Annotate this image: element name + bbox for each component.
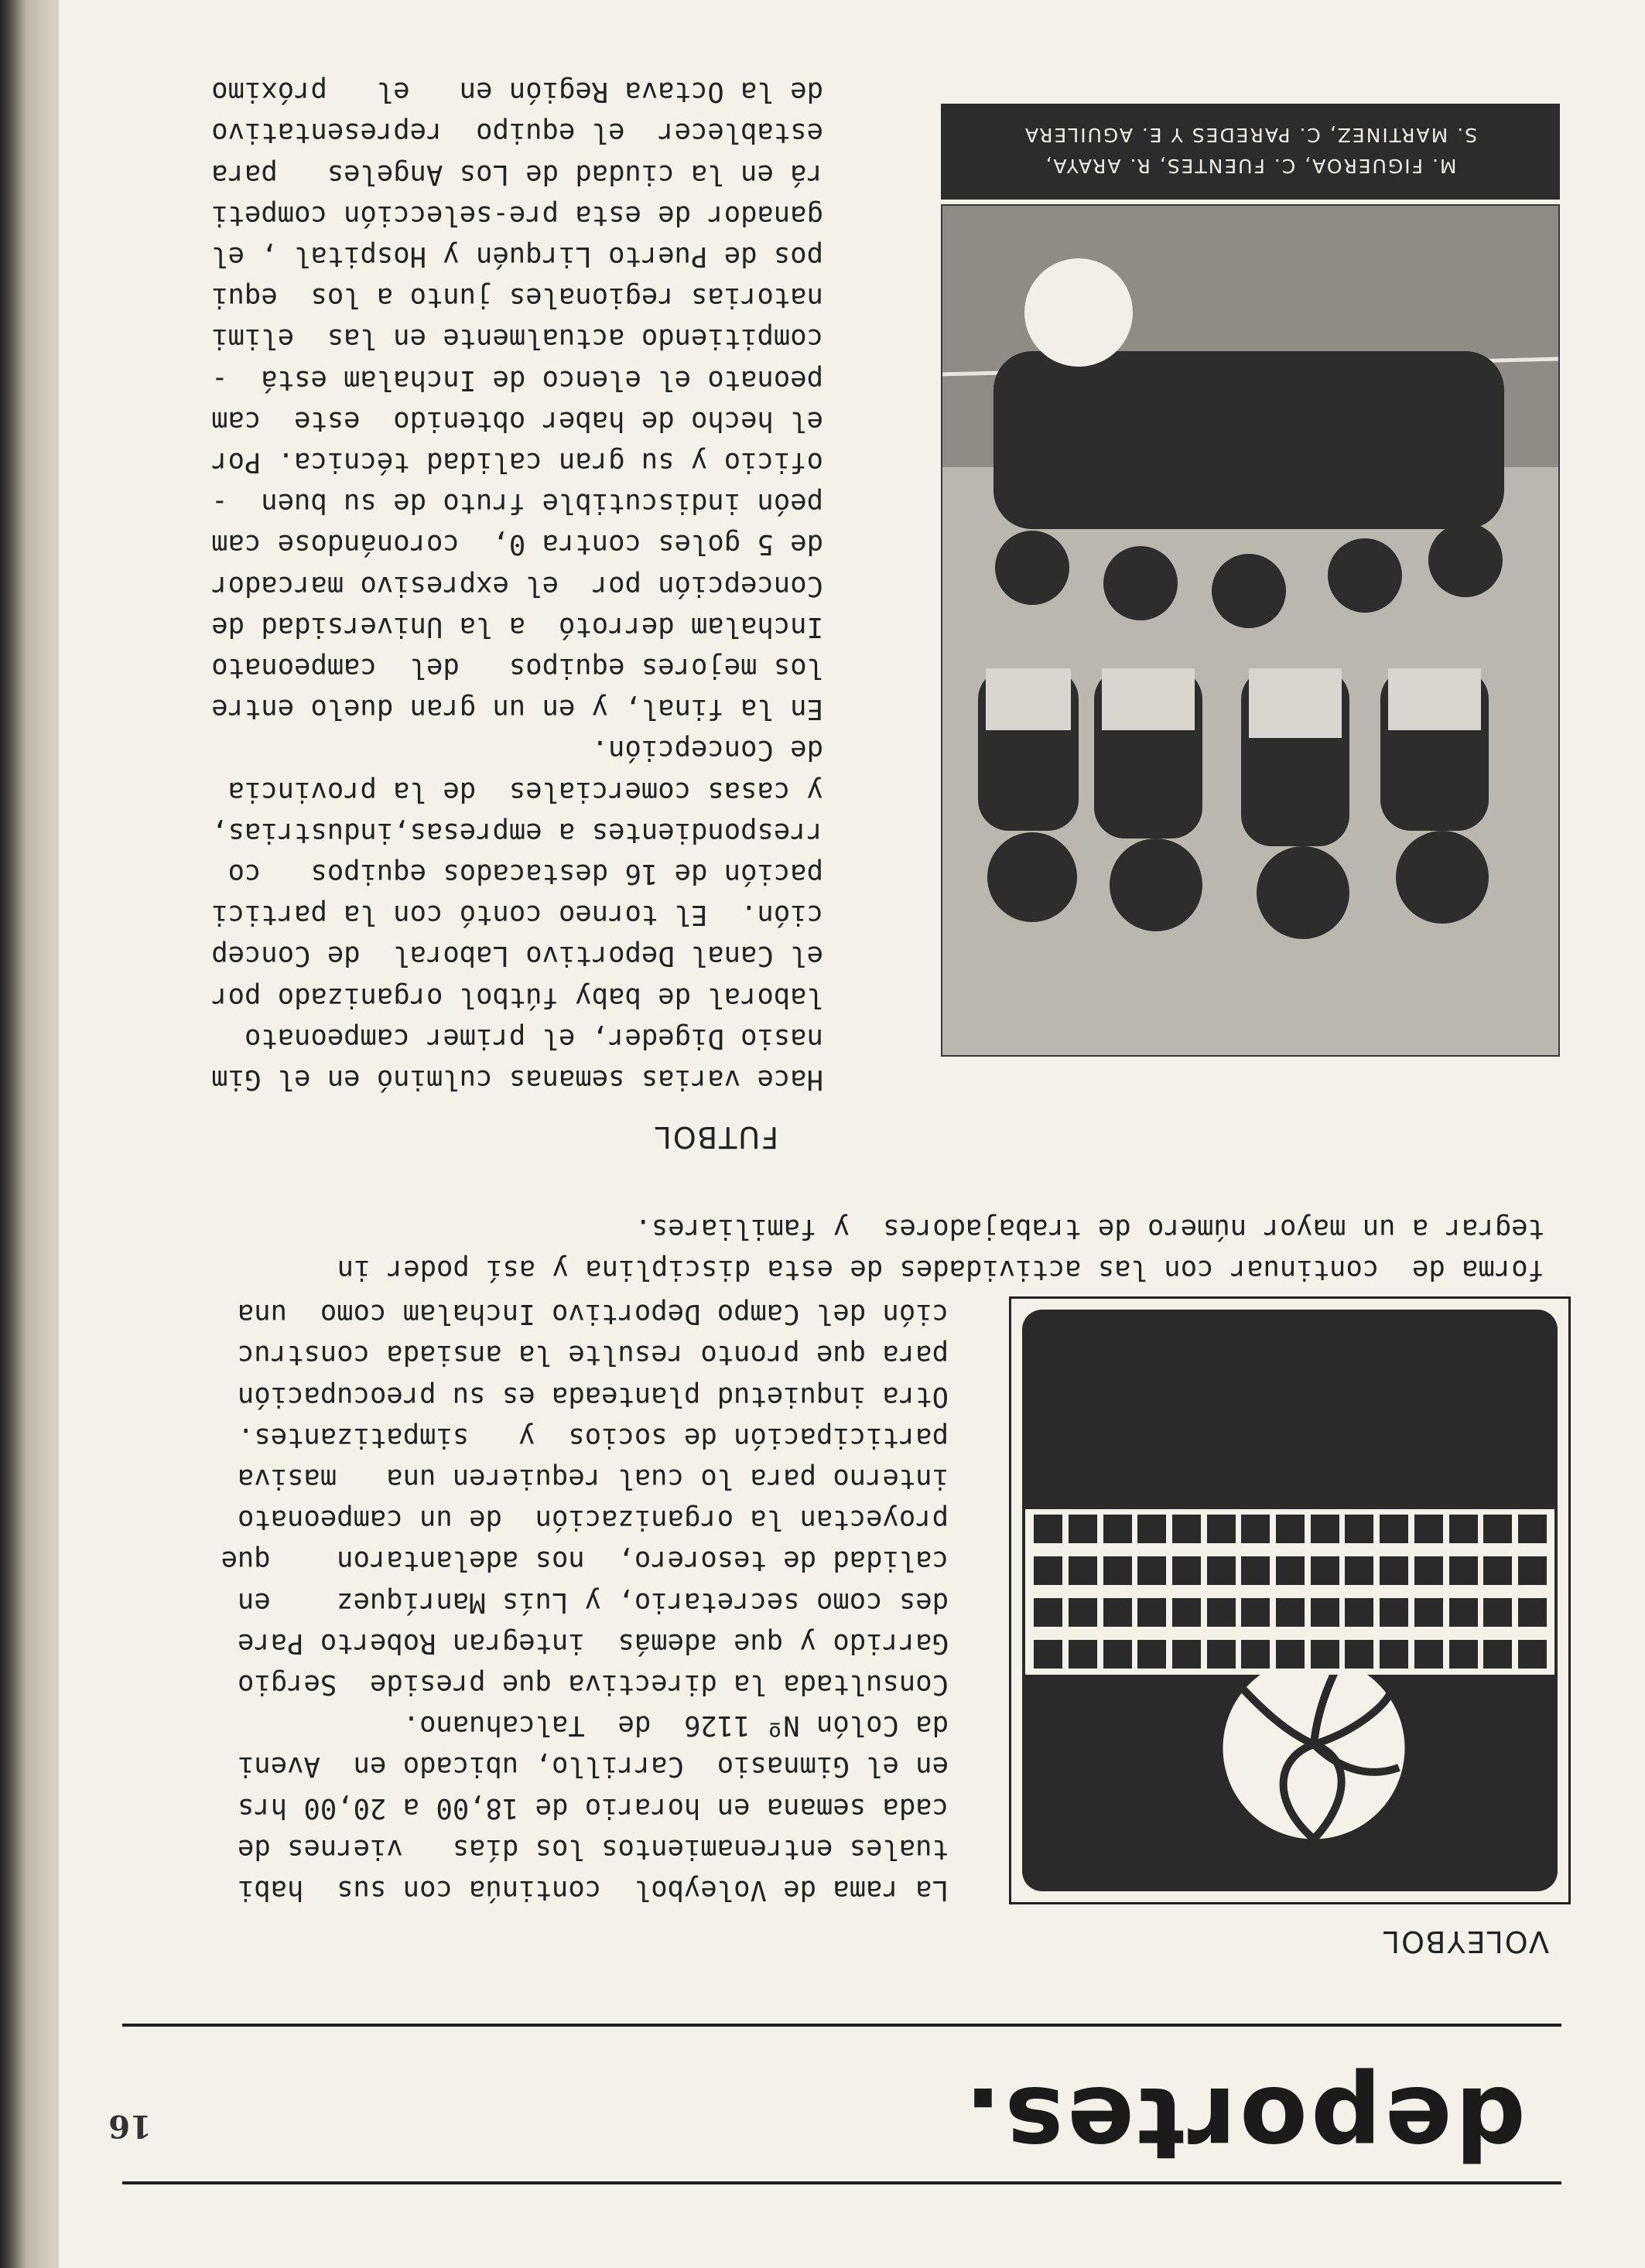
voleybol-article (221, 1293, 949, 1911)
net-cell (1069, 1556, 1097, 1585)
futbol-line: de la Octava Región en el próximo (211, 76, 823, 108)
page-binding-shadow (0, 0, 59, 2268)
volleyball-net (1025, 1509, 1554, 1675)
net-cell (1103, 1598, 1132, 1627)
net-cell (1449, 1598, 1478, 1627)
net-cell (1137, 1598, 1166, 1627)
net-cell (1137, 1640, 1166, 1669)
net-cell (1207, 1556, 1236, 1585)
futbol-line: los mejores equipos del campeonato (211, 651, 823, 684)
net-cell (1276, 1515, 1305, 1543)
net-cell (1034, 1515, 1062, 1543)
voleybol-line: calidad de tesorero, nos adelantaron que (221, 1545, 949, 1577)
net-cell (1069, 1598, 1097, 1627)
futbol-line: oficio y su gran calidad técnica. Por (211, 446, 823, 478)
net-cell (1311, 1640, 1339, 1669)
net-cell (1380, 1515, 1408, 1543)
net-cell (1518, 1556, 1547, 1585)
futbol-line: rrespondientes a empresas,industrias, (211, 816, 823, 849)
net-cell (1414, 1640, 1443, 1669)
net-cell (1069, 1640, 1097, 1669)
net-cell (1311, 1515, 1339, 1543)
caption-line: S. MARTINEZ, C. PAREDES Y E. AGUILERA (1024, 124, 1477, 146)
net-cell (1103, 1640, 1132, 1669)
voleybol-line: interno para lo cual requieren una masiva (237, 1462, 949, 1494)
net-cell (1380, 1640, 1408, 1669)
net-cell (1346, 1556, 1374, 1585)
net-cell (1483, 1515, 1512, 1543)
title-top-rule (122, 2181, 1561, 2184)
futbol-line: Hace varias semanas culminó en el Gim (211, 1064, 823, 1095)
voleybol-line: en el Gimnasio Carrillo, ubicado en Aveni (237, 1751, 949, 1783)
page-number: 16 (108, 2108, 152, 2144)
voleybol-line: ción del Campo Deportivo Inchalam como una (237, 1298, 949, 1330)
futbol-line: y casas comerciales de la provincia (227, 775, 823, 808)
futbol-line: peonato el elenco de Inchalam está - (211, 364, 823, 396)
net-cell (1137, 1515, 1166, 1543)
net-cell (1346, 1640, 1374, 1669)
futbol-line: pación de 16 destacados equipos co (227, 857, 823, 890)
net-cell (1172, 1556, 1201, 1585)
voleybol-article-continued (337, 1208, 1544, 1290)
futbol-line: de Concepción. (591, 734, 823, 767)
voleybol-line: tuales entrenamientos los días viernes de (237, 1833, 949, 1865)
voleybol-line: Otra inquietud planteada es su preocupación (237, 1380, 949, 1412)
photo-caption (941, 104, 1560, 200)
futbol-line: laboral de baby fútbol organizado por (211, 981, 823, 1013)
futbol-line: Inchalam derrotó a la Universidad de (211, 610, 823, 643)
net-cell (1449, 1556, 1478, 1585)
voleybol-line: da Colón Nº 1126 de Talcahuano. (402, 1710, 949, 1742)
net-cell (1518, 1515, 1547, 1543)
futbol-line: nasio Digeder, el primer campeonato (244, 1022, 823, 1054)
net-cell (1380, 1556, 1408, 1585)
net-cell (1449, 1515, 1478, 1543)
net-cell (1483, 1598, 1512, 1627)
voleybol-line: Garrido y que además integran Roberto Pare (237, 1627, 949, 1659)
net-cell (1172, 1515, 1201, 1543)
voleybol-line: proyectan la organización de un campeonato (237, 1504, 949, 1536)
voleybol-line: Consultada la directiva que preside Sergio (237, 1668, 949, 1700)
net-cell (1241, 1640, 1270, 1669)
voleybol-line: para que pronto resulte la ansiada construc (237, 1339, 949, 1371)
net-cell (1414, 1556, 1443, 1585)
net-cell (1483, 1640, 1512, 1669)
voleybol-line: tegrar a un mayor número de trabajadores y familiares. (634, 1212, 1544, 1245)
futbol-line: rá en la ciudad de Los Angeles para (211, 158, 823, 190)
futbol-line: En la final, y en un gran duelo entre (211, 693, 823, 726)
team-photo-block (941, 51, 1560, 1057)
voleybol-line: forma de continuar con las actividades de esta disciplina y así poder in (337, 1254, 1544, 1286)
net-cell (1241, 1556, 1270, 1585)
page-title: deportes. (961, 2065, 1526, 2180)
voleybol-line: participación de socios y simpatizantes. (237, 1421, 949, 1453)
net-cell (1276, 1556, 1305, 1585)
net-cell (1137, 1556, 1166, 1585)
net-cell (1103, 1515, 1132, 1543)
futbol-line: pos de Puerto Lirquén y Hospital , el (211, 240, 823, 272)
voleybol-heading: VOLEYBOL (1381, 1925, 1549, 1959)
net-cell (1069, 1515, 1097, 1543)
futbol-line: el hecho de haber obtenido este cam (211, 405, 823, 437)
net-cell (1311, 1556, 1339, 1585)
futbol-line: establecer el equipo representativo (211, 117, 823, 149)
net-cell (1103, 1556, 1132, 1585)
net-cell (1414, 1598, 1443, 1627)
net-cell (1346, 1598, 1374, 1627)
net-cell (1034, 1598, 1062, 1627)
voleybol-line: des como secretario, y Luís Manríquez en (237, 1586, 949, 1618)
futbol-line: natorias regionales junto a los equi (211, 282, 823, 314)
net-cell (1518, 1598, 1547, 1627)
net-cell (1483, 1556, 1512, 1585)
net-cell (1241, 1515, 1270, 1543)
net-cell (1380, 1598, 1408, 1627)
caption-line: M. FIGUEROA, C. FUENTES, R. ARAYA, (1044, 155, 1457, 177)
net-cell (1414, 1515, 1443, 1543)
futbol-heading: FUTBOL (653, 1120, 778, 1154)
futbol-line: compitiendo actualmente en las elimi (211, 323, 823, 355)
net-cell (1518, 1640, 1547, 1669)
net-cell (1172, 1640, 1201, 1669)
net-cell (1311, 1598, 1339, 1627)
volleyball-panel (1022, 1310, 1558, 1891)
volleyball-icon (1217, 1651, 1411, 1845)
team-photo (941, 204, 1560, 1057)
net-cell (1276, 1640, 1305, 1669)
net-cell (1276, 1598, 1305, 1627)
futbol-article (211, 71, 823, 1100)
net-cell (1034, 1556, 1062, 1585)
net-cell (1207, 1640, 1236, 1669)
voleybol-line: La rama de Voleybol continúa con sus habi (237, 1874, 949, 1906)
futbol-line: el Canal Deportivo Laboral de Concep (211, 940, 823, 972)
net-cell (1241, 1598, 1270, 1627)
futbol-line: ganador de esta pre-selección competi (211, 199, 823, 231)
futbol-line: peón indiscutible fruto de su buen - (211, 487, 823, 520)
futbol-line: Concepción por el expresivo marcador (211, 569, 823, 602)
team-photo-image (941, 204, 1558, 1055)
net-cell (1034, 1640, 1062, 1669)
net-cell (1346, 1515, 1374, 1543)
title-bottom-rule (122, 2024, 1561, 2027)
net-cell (1207, 1515, 1236, 1543)
net-cell (1172, 1598, 1201, 1627)
net-cell (1449, 1640, 1478, 1669)
net-cell (1207, 1598, 1236, 1627)
volleyball-illustration (1009, 1296, 1571, 1904)
futbol-line: de 5 goles contra 0, coronándose cam (211, 528, 823, 561)
voleybol-line: cada semana en horario de 18,00 a 20,00 hrs (237, 1792, 949, 1824)
futbol-line: ción. El torneo contó con la partici (211, 899, 823, 931)
